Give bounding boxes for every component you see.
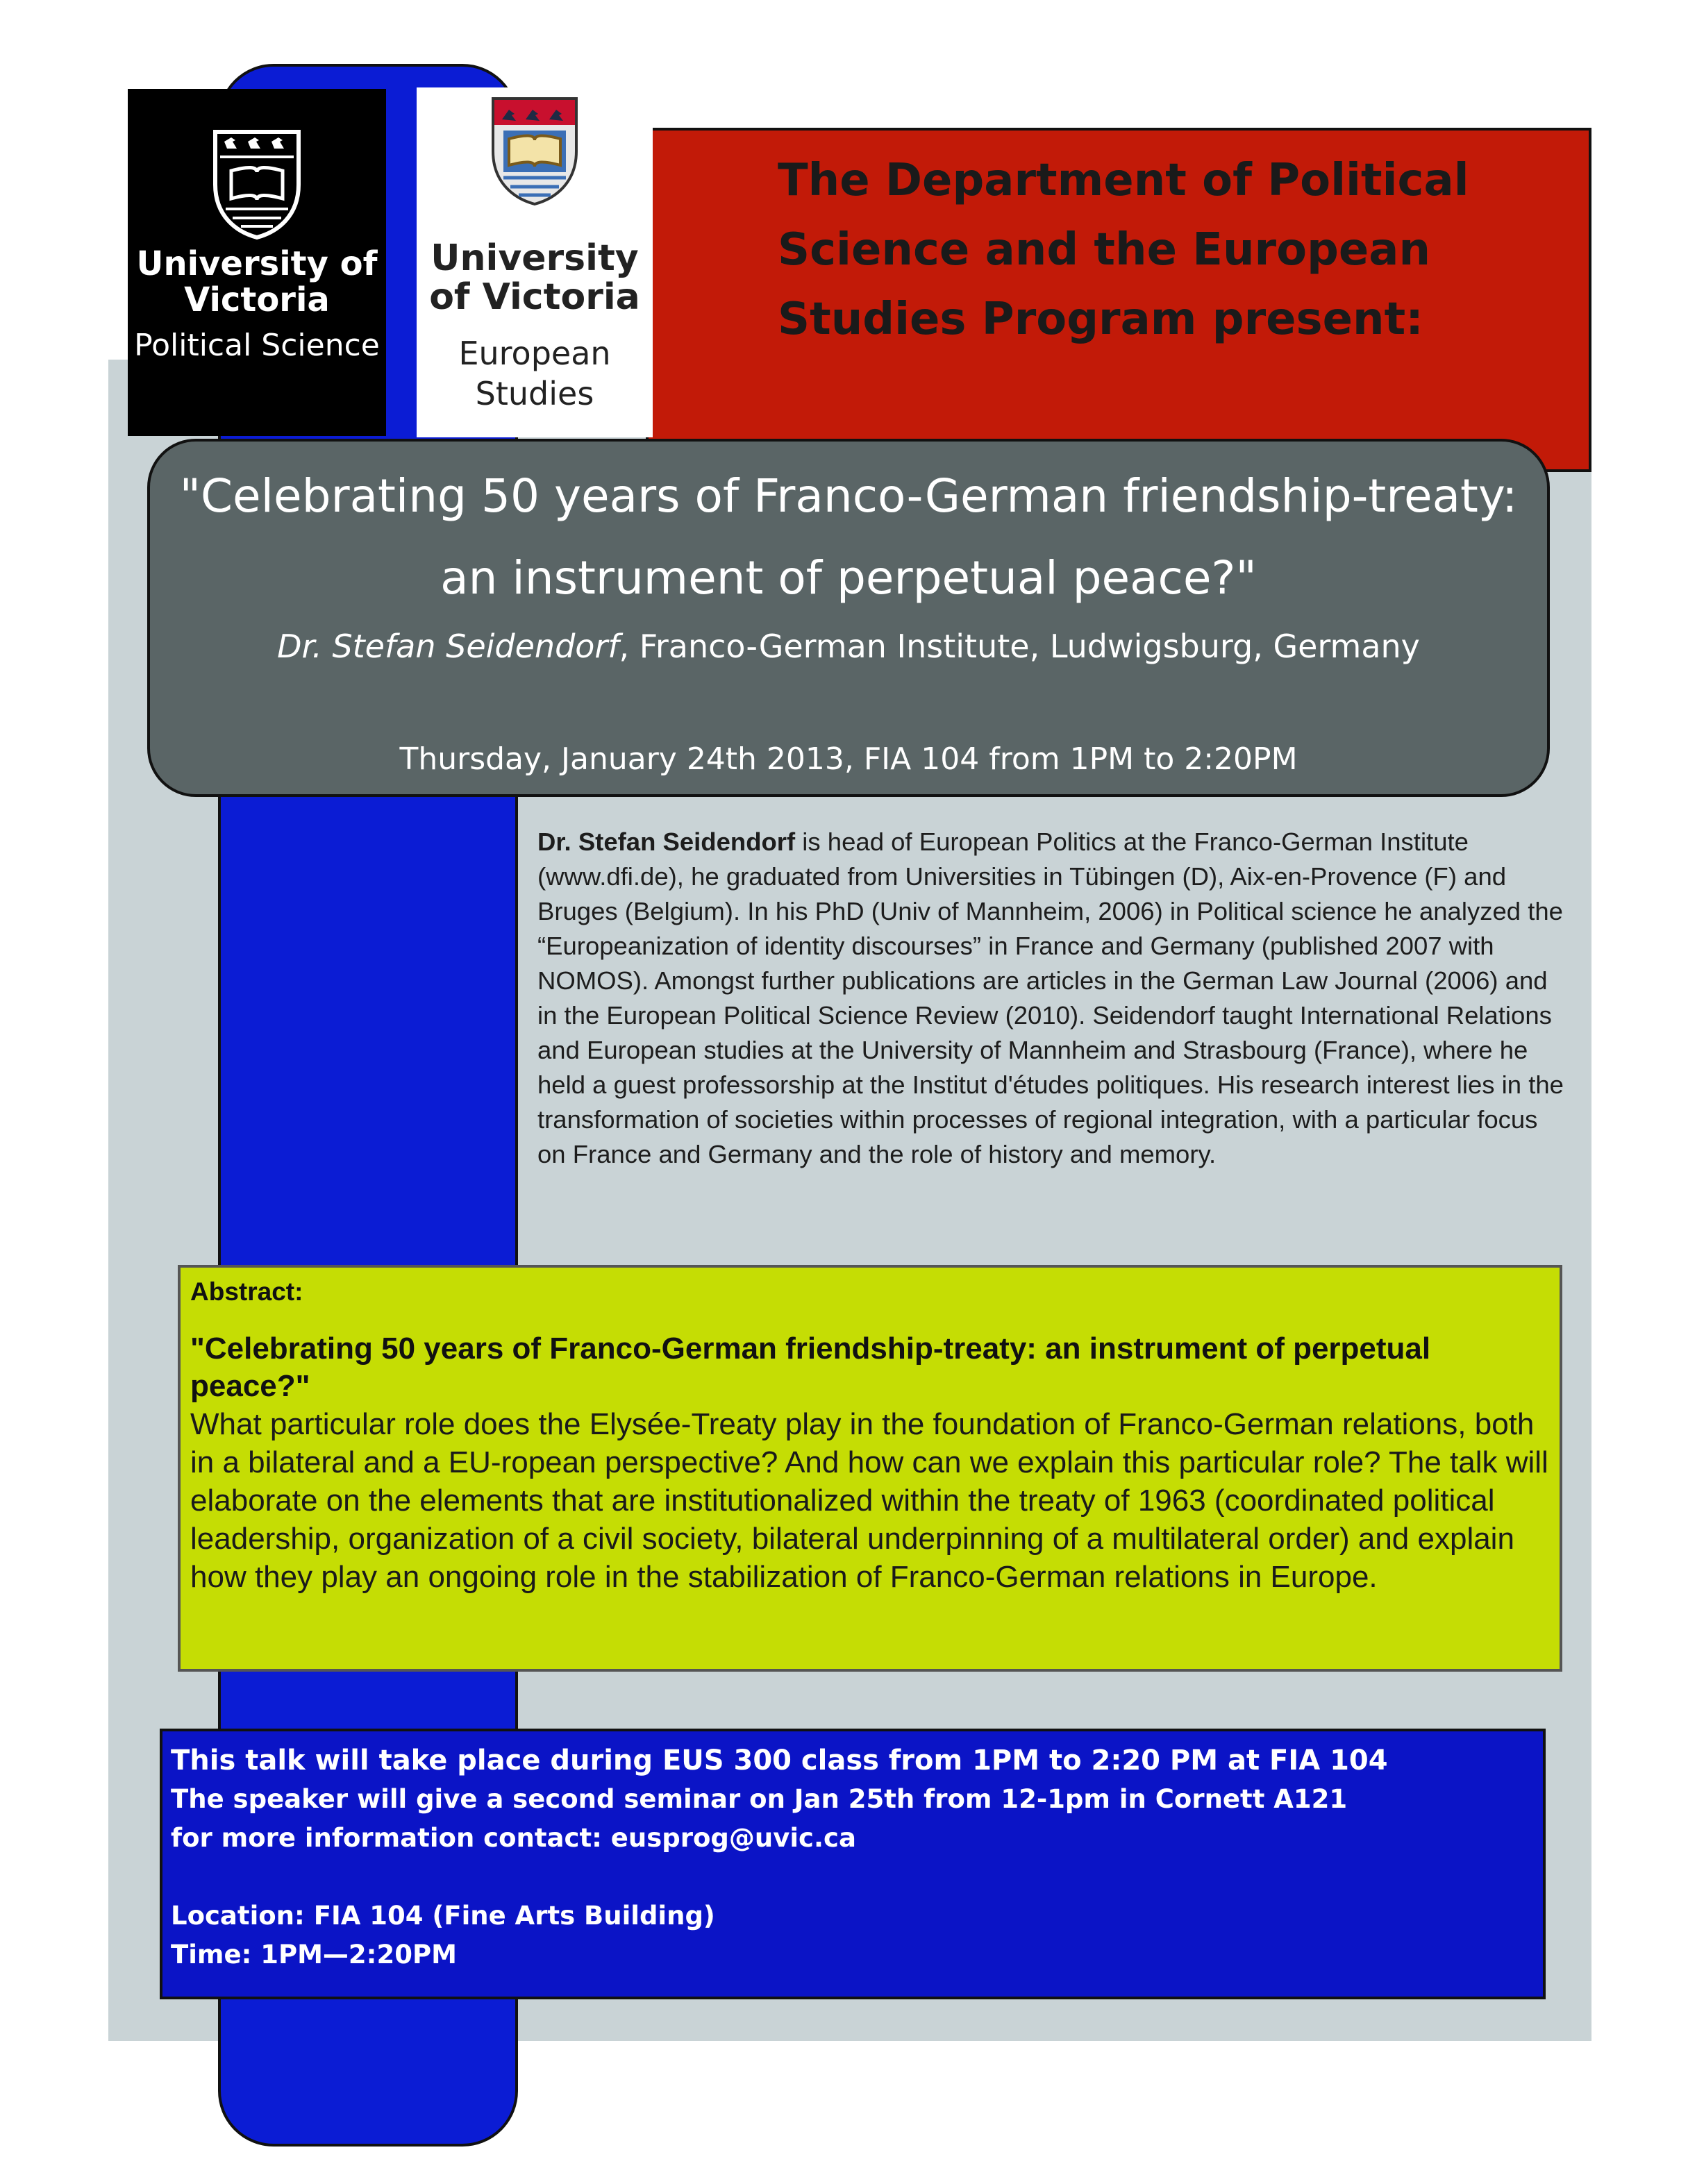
info-location: Location: FIA 104 (Fine Arts Building) bbox=[171, 1901, 715, 1931]
university-name: University of Victoria bbox=[429, 237, 640, 318]
event-info-box bbox=[160, 1729, 1546, 1999]
bio-speaker-name: Dr. Stefan Seidendorf bbox=[537, 828, 796, 856]
info-seminar-line: The speaker will give a second seminar on Jan 25th from 12-1pm in Cornett A121 bbox=[171, 1784, 1348, 1814]
speaker-line bbox=[150, 628, 1547, 665]
university-name: University of Victoria bbox=[136, 244, 378, 319]
uvic-crest-icon bbox=[212, 129, 302, 240]
speaker-name: Dr. Stefan Seidendorf bbox=[277, 628, 619, 665]
abstract-box bbox=[178, 1265, 1562, 1672]
info-contact-line: for more information contact: eusprog@uvic.ca bbox=[171, 1823, 856, 1853]
uvic-european-studies-logo bbox=[421, 89, 649, 436]
event-title-line-2: an instrument of perpetual peace?" bbox=[440, 551, 1257, 605]
event-title-line-1: "Celebrating 50 years of Franco-German friendship-treaty: bbox=[179, 469, 1518, 523]
speaker-bio bbox=[537, 825, 1572, 1172]
presenter-headline: The Department of Political Science and the European Studies Program present: bbox=[778, 155, 1469, 345]
uvic-political-science-logo bbox=[128, 89, 386, 436]
abstract-title: "Celebrating 50 years of Franco-German friendship-treaty: an instrument of perpetual peace?" bbox=[190, 1332, 1431, 1403]
abstract-body: What particular role does the Elysée-Treaty play in the foundation of Franco-German relations, both in a bilateral and a EU-ropean perspective? And how can we explain this particular role? The talk will elaborate on the elements that are institutionalized within the treaty of 1963 (coordinated political leadership, organization of a civil society, bilateral underpinning of a multilateral order) and explain how they play an ongoing role in the stabilization of Franco-German relations in Europe. bbox=[190, 1407, 1548, 1594]
event-title-box bbox=[147, 439, 1550, 797]
unit-name: Political Science bbox=[134, 328, 380, 363]
speaker-affiliation: , Franco-German Institute, Ludwigsburg, Germany bbox=[619, 628, 1420, 665]
event-date-line: Thursday, January 24th 2013, FIA 104 from 1PM to 2:20PM bbox=[399, 741, 1298, 777]
info-class-line: This talk will take place during EUS 300 class from 1PM to 2:20 PM at FIA 104 bbox=[171, 1745, 1388, 1776]
uvic-crest-color-icon bbox=[490, 96, 580, 207]
info-time: Time: 1PM—2:20PM bbox=[171, 1940, 457, 1969]
abstract-label: Abstract: bbox=[190, 1277, 303, 1306]
unit-name: European Studies bbox=[458, 335, 611, 412]
bio-text: is head of European Politics at the Franco-German Institute (www.dfi.de), he graduated from Universities in Tübingen (D), Aix-en-Provence (F) and Bruges (Belgium). In his PhD (Univ of Mannheim, 2006) in Political science he analyzed the “Europeanization of identity discourses” in France and Germany (published 2007 with NOMOS). Amongst further publications are articles in the German Law Journal (2006) and in the European Political Science Review (2010). Seidendorf taught International Relations and European studies at the University of Mannheim and Strasbourg (France), where he held a guest professorship at the Institut d'études politiques. His research interest lies in the transformation of societies within processes of regional integration, with a particular focus on France and Germany and the role of history and memory. bbox=[537, 828, 1564, 1168]
